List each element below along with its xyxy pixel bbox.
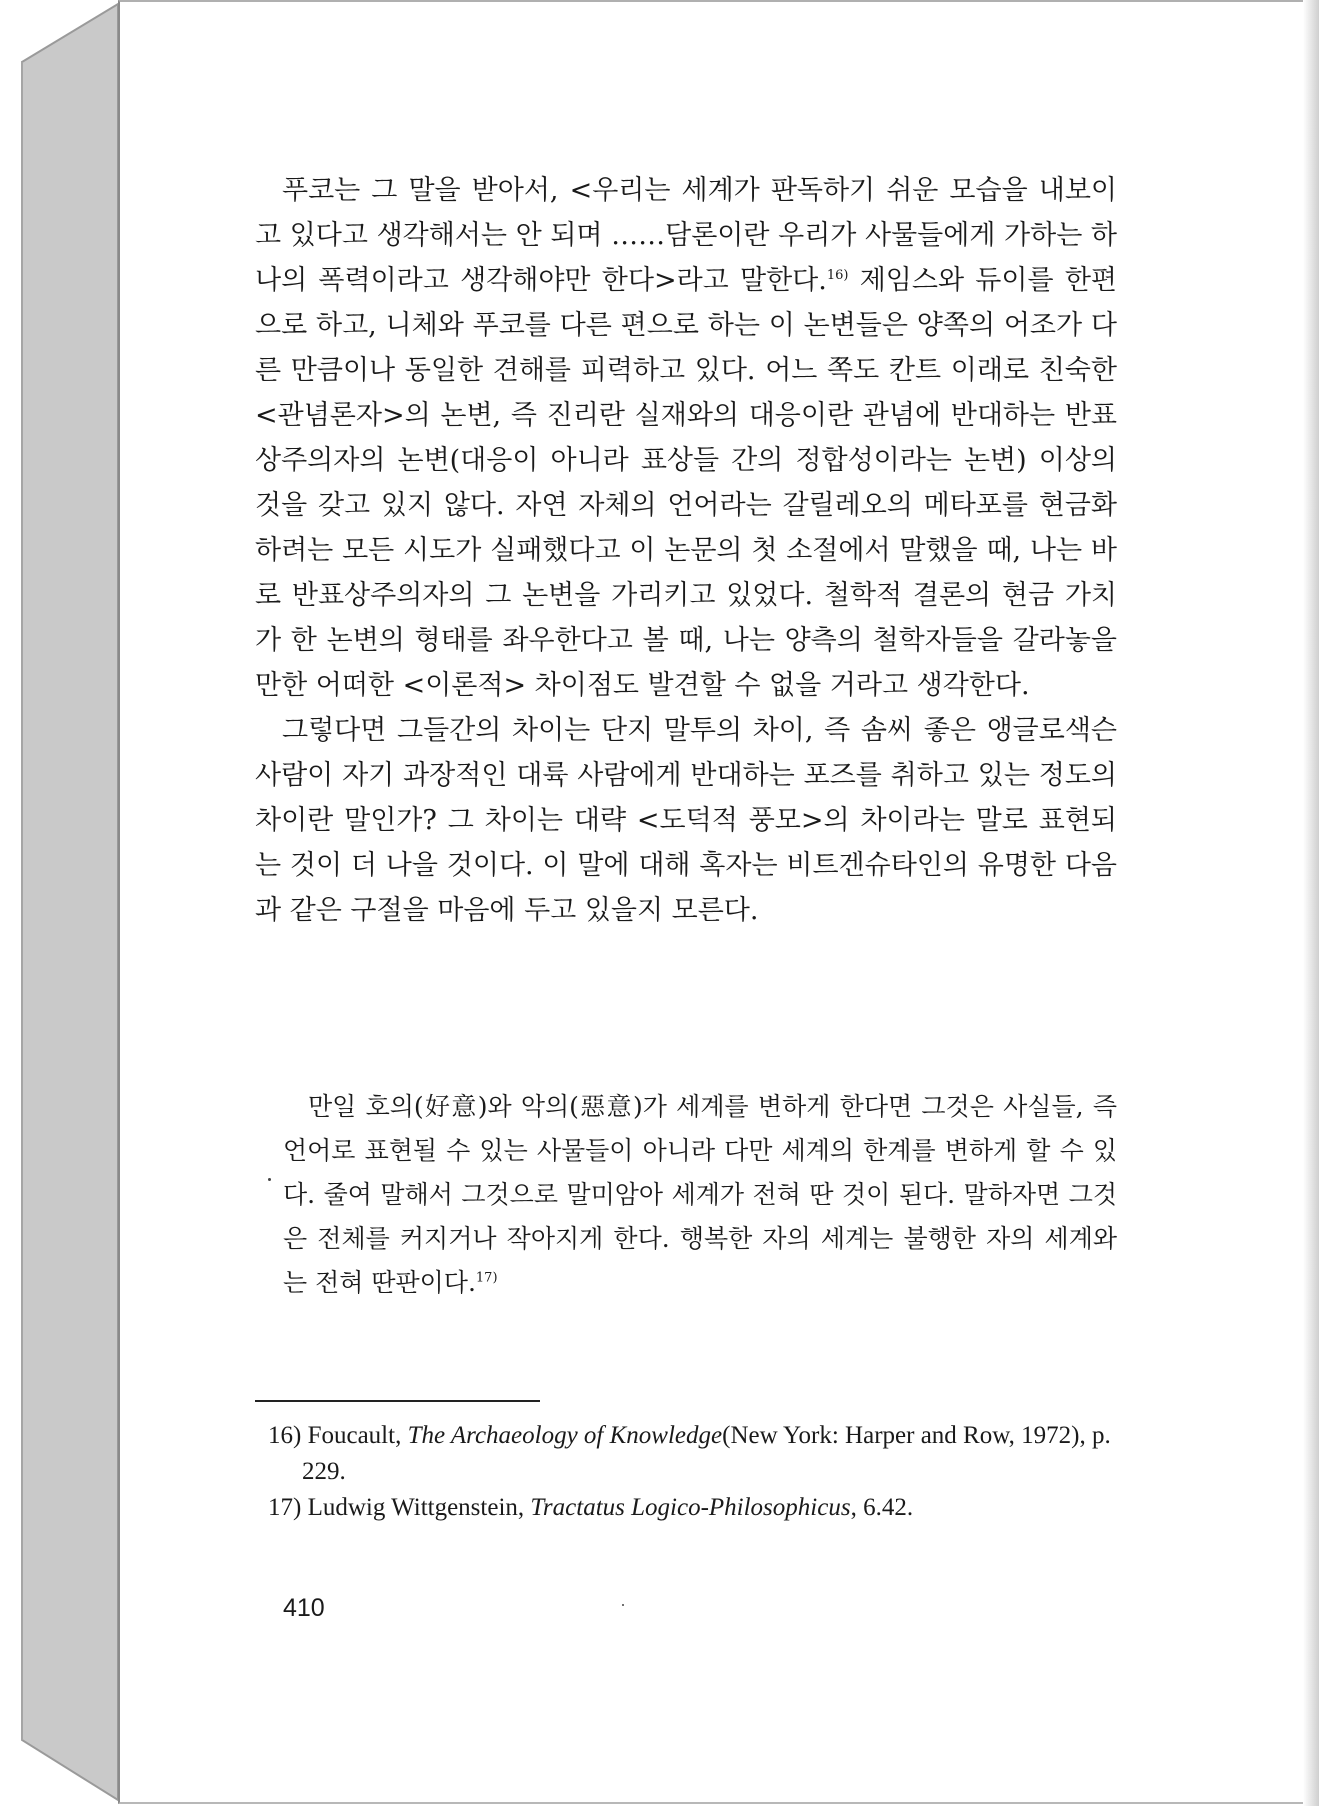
paragraph-1-text-a: 푸코는 그 말을 받아서, <우리는 세계가 판독하기 쉬운 모습을 내보이고 있다고 생각해서는 안 되며 ……담론이란 우리가 사물들에게 가하는 하나의 폭력이라고 생각해야만 한다>라고 말한다. <box>255 175 1117 296</box>
paragraph-1 <box>255 168 1117 708</box>
footnotes <box>268 1418 1118 1526</box>
footnote-title: Tractatus Logico-Philosophicus <box>530 1494 851 1521</box>
footnote-number: 16) <box>268 1422 302 1449</box>
block-quote-text: 만일 호의(好意)와 악의(惡意)가 세계를 변하게 한다면 그것은 사실들, 즉 언어로 표현될 수 있는 사물들이 아니라 다만 세계의 한계를 변하게 할 수 있다. 줄여 말해서 그것으로 말미암아 세계가 전혀 딴 것이 된다. 말하자면 그것은 전체를 커지거나 작아지게 한다. 행복한 자의 세계는 불행한 자의 세계와는 전혀 딴판이다. <box>283 1092 1117 1297</box>
paragraph-1-text-b: 제임스와 듀이를 한편으로 하고, 니체와 푸코를 다른 편으로 하는 이 논변들은 양쪽의 어조가 다른 만큼이나 동일한 견해를 피력하고 있다. 어느 쪽도 칸트 이래로 친숙한 <관념론자>의 논변, 즉 진리란 실재와의 대응이란 관념에 반대하는 반표상주의자의 논변(대응이 아니라 표상들 간의 정합성이라는 논변) 이상의 것을 갖고 있지 않다. 자연 자체의 언어라는 갈릴레오의 메타포를 현금화하려는 모든 시도가 실패했다고 이 논문의 첫 소절에서 말했을 때, 나는 바로 반표상주의자의 그 논변을 가리키고 있었다. 철학적 결론의 현금 가치가 한 논변의 형태를 좌우한다고 볼 때, 나는 양측의 철학자들을 갈라놓을 만한 어떠한 <이론적> 차이점도 발견할 수 없을 거라고 생각한다. <box>255 265 1117 701</box>
footnote-ref-17: 17) <box>475 1270 498 1286</box>
page-edge-shadow <box>1303 0 1319 1806</box>
book-spine-edge <box>0 0 122 1806</box>
paragraph-2 <box>255 708 1117 933</box>
scan-speck <box>268 1178 271 1181</box>
footnote-rest: , 6.42. <box>850 1494 914 1521</box>
footnote-separator <box>255 1400 540 1402</box>
block-quote <box>283 1085 1117 1305</box>
scan-speck <box>622 1604 624 1606</box>
page-number: 410 <box>283 1594 325 1622</box>
footnote-author: Foucault, <box>307 1422 402 1449</box>
footnote-number: 17) <box>268 1494 302 1521</box>
footnote-title: The Archaeology of Knowledge <box>407 1422 723 1449</box>
footnote-rest: (New York: Harper and Row, 1972), p. 229. <box>302 1422 1111 1485</box>
footnote-17 <box>268 1490 1118 1526</box>
footnote-ref-16: 16) <box>826 268 849 283</box>
paragraph-2-text: 그렇다면 그들간의 차이는 단지 말투의 차이, 즉 솜씨 좋은 앵글로색슨 사람이 자기 과장적인 대륙 사람에게 반대하는 포즈를 취하고 있는 정도의 차이란 말인가? 그 차이는 대략 <도덕적 풍모>의 차이라는 말로 표현되는 것이 더 나을 것이다. 이 말에 대해 혹자는 비트겐슈타인의 유명한 다음과 같은 구절을 마음에 두고 있을지 모른다. <box>255 715 1117 926</box>
main-text <box>255 168 1117 933</box>
footnote-16 <box>268 1418 1118 1490</box>
footnote-author: Ludwig Wittgenstein, <box>307 1494 525 1521</box>
